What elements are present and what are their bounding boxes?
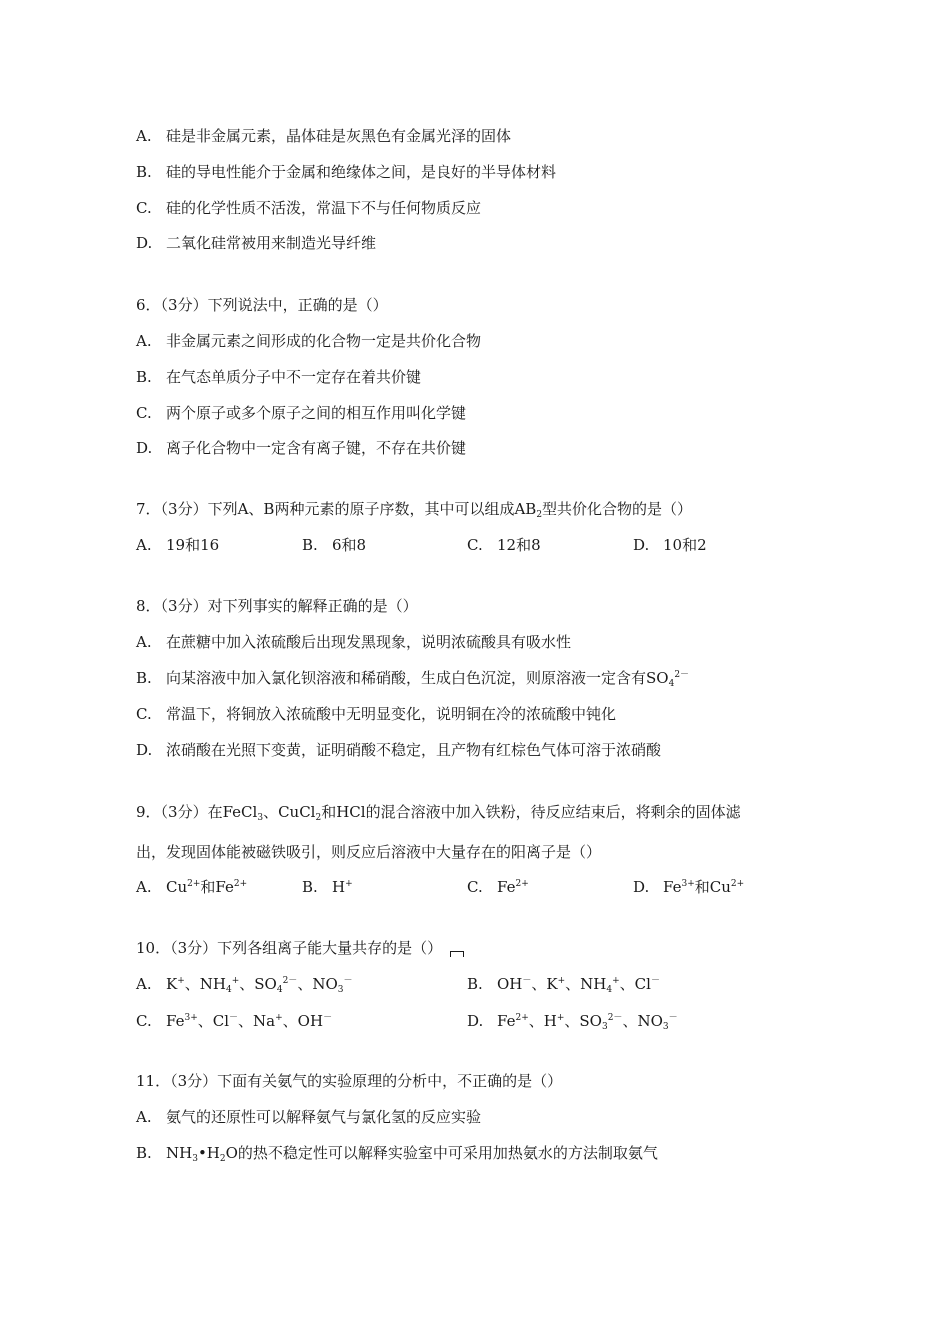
option-text: H: [332, 878, 346, 896]
stem-text: 10．（3分）下列各组离子能大量共存的是（）: [136, 939, 443, 957]
superscript: 2+: [187, 879, 201, 889]
option-text: 19和16: [166, 536, 220, 554]
superscript: －: [343, 976, 353, 986]
option-text: 6和8: [332, 536, 367, 554]
q6-option-b: [136, 367, 421, 387]
option-label: A.: [136, 536, 152, 554]
subscript: 3: [257, 813, 264, 823]
option-text: 、OH: [282, 1012, 324, 1030]
q10-option-d: [467, 1011, 678, 1031]
q6-option-c: [136, 403, 466, 423]
option-text: Fe: [663, 878, 682, 896]
option-text: 硅是非金属元素，晶体硅是灰黑色有金属光泽的固体: [166, 127, 512, 145]
superscript: 2－: [282, 976, 298, 986]
option-text: 、SO: [239, 975, 277, 993]
option-label: A.: [136, 332, 152, 350]
superscript: +: [231, 976, 240, 986]
option-label: A.: [136, 878, 152, 896]
q7-option-c: [467, 535, 541, 555]
superscript: 3+: [681, 879, 695, 889]
option-label: C.: [467, 536, 483, 554]
subscript: 2: [536, 510, 543, 520]
q7-option-a: [136, 535, 219, 555]
option-text: 、Cl: [619, 975, 651, 993]
superscript: +: [612, 976, 620, 986]
subscript: 4: [606, 985, 613, 995]
stem-text: 7．（3分）下列A、B两种元素的原子序数，其中可以组成AB: [136, 500, 537, 518]
option-text: 离子化合物中一定含有离子键，不存在共价键: [166, 439, 467, 457]
superscript: 2－: [674, 670, 690, 680]
stem-text: 、CuCl: [263, 803, 316, 821]
option-text: 在气态单质分子中不一定存在着共价键: [166, 368, 422, 386]
q11-stem: 11．（3分）下面有关氨气的实验原理的分析中，不正确的是（）: [136, 1072, 563, 1090]
q7-stem: [136, 499, 692, 519]
subscript: 3: [662, 1022, 669, 1032]
q8-option-c: [136, 704, 616, 724]
option-text: 两个原子或多个原子之间的相互作用叫化学键: [166, 404, 467, 422]
option-text: 和Fe: [200, 878, 234, 896]
superscript: 2+: [233, 879, 248, 889]
superscript: －: [323, 1013, 333, 1023]
option-text: 非金属元素之间形成的化合物一定是共价化合物: [166, 332, 482, 350]
option-text: OH: [497, 975, 523, 993]
option-label: C.: [136, 705, 152, 723]
option-text: 、H: [528, 1012, 557, 1030]
superscript: +: [177, 976, 185, 986]
option-label: B.: [302, 536, 318, 554]
q8-option-a: [136, 632, 571, 652]
superscript: 2+: [515, 1013, 529, 1023]
option-text: 、K: [531, 975, 558, 993]
option-label: B.: [136, 1144, 152, 1162]
option-text: 在蔗糖中加入浓硫酸后出现发黑现象，说明浓硫酸具有吸水性: [166, 633, 572, 651]
bracket-mark-icon: [450, 951, 464, 957]
option-text: 硅的导电性能介于金属和绝缘体之间，是良好的半导体材料: [166, 163, 557, 181]
q8-stem: 8．（3分）对下列事实的解释正确的是（）: [136, 597, 418, 615]
option-text: 、NH: [565, 975, 607, 993]
option-text: K: [166, 975, 178, 993]
q9-option-a: [136, 877, 247, 897]
q9-option-d: [633, 877, 744, 897]
option-label: A.: [136, 127, 152, 145]
option-label: A.: [136, 975, 152, 993]
option-label: B.: [136, 368, 152, 386]
option-text: 氨气的还原性可以解释氨气与氯化氢的反应实验: [166, 1108, 482, 1126]
q7-option-b: [302, 535, 366, 555]
option-text: 、NH: [184, 975, 226, 993]
option-text: 浓硝酸在光照下变黄，证明硝酸不稳定，且产物有红棕色气体可溶于浓硝酸: [166, 741, 662, 759]
q8-option-b: [136, 668, 689, 688]
option-label: D.: [136, 741, 153, 759]
superscript: －: [522, 976, 532, 986]
stem-text: 9．（3分）在FeCl: [136, 803, 258, 821]
q11-option-b: [136, 1143, 658, 1163]
q6-option-d: [136, 438, 466, 458]
option-text: 硅的化学性质不活泼，常温下不与任何物质反应: [166, 199, 482, 217]
option-text: O的热不稳定性可以解释实验室中可采用加热氨水的方法制取氨气: [225, 1144, 658, 1162]
option-text: Fe: [166, 1012, 185, 1030]
superscript: 2+: [730, 879, 745, 889]
option-label: C.: [136, 1012, 152, 1030]
option-label: B.: [467, 975, 483, 993]
option-text: 10和2: [663, 536, 707, 554]
superscript: +: [345, 879, 353, 889]
option-text: 和Cu: [694, 878, 731, 896]
option-text: NH: [166, 1144, 193, 1162]
option-text: Cu: [166, 878, 188, 896]
q5-option-c: [136, 198, 481, 218]
superscript: +: [557, 976, 566, 986]
q9-option-c: [467, 877, 529, 897]
option-label: D.: [633, 536, 650, 554]
option-text: 、NO: [297, 975, 338, 993]
option-label: B.: [302, 878, 318, 896]
option-label: C.: [467, 878, 483, 896]
q5-option-a: [136, 126, 511, 146]
q5-option-d: [136, 233, 376, 253]
subscript: 3: [192, 1154, 198, 1164]
option-label: C.: [136, 199, 152, 217]
q10-option-c: [136, 1011, 332, 1031]
subscript: 4: [225, 985, 232, 995]
option-label: B.: [136, 669, 152, 687]
superscript: 2－: [607, 1013, 623, 1023]
option-text: Fe: [497, 1012, 516, 1030]
q5-option-b: [136, 162, 556, 182]
option-text: 、Cl: [197, 1012, 230, 1030]
subscript: 4: [276, 985, 283, 995]
subscript: 2: [315, 813, 322, 823]
superscript: －: [668, 1013, 678, 1023]
option-label: A.: [136, 633, 152, 651]
subscript: 4: [668, 679, 675, 689]
option-label: D.: [467, 1012, 484, 1030]
q9-stem-line2: 出，发现固体能被磁铁吸引，则反应后溶液中大量存在的阳离子是（）: [136, 843, 602, 861]
q9-option-b: [302, 877, 353, 897]
option-text: 常温下，将铜放入浓硫酸中无明显变化，说明铜在冷的浓硫酸中钝化: [166, 705, 617, 723]
superscript: 2+: [515, 879, 529, 889]
stem-text: 型共价化合物的是（）: [542, 500, 693, 518]
q6-stem: 6．（3分）下列说法中，正确的是（）: [136, 296, 388, 314]
subscript: 3: [337, 985, 344, 995]
option-text: 向某溶液中加入氯化钡溶液和稀硝酸，生成白色沉淀，则原溶液一定含有SO: [166, 669, 669, 687]
option-label: A.: [136, 1108, 152, 1126]
option-label: D.: [633, 878, 650, 896]
stem-text: 和HCl的混合溶液中加入铁粉，待反应结束后，将剩余的固体滤: [321, 803, 741, 821]
q9-stem-line1: [136, 802, 741, 822]
q8-option-d: [136, 740, 661, 760]
superscript: 3+: [184, 1013, 198, 1023]
option-text: 12和8: [497, 536, 541, 554]
option-text: Fe: [497, 878, 516, 896]
q11-option-a: [136, 1107, 481, 1127]
option-label: D.: [136, 439, 153, 457]
option-text: 二氧化硅常被用来制造光导纤维: [166, 234, 377, 252]
superscript: －: [229, 1013, 239, 1023]
q7-option-d: [633, 535, 707, 555]
option-label: C.: [136, 404, 152, 422]
q10-option-b: [467, 974, 660, 994]
option-text: 、NO: [622, 1012, 663, 1030]
option-text: 、SO: [564, 1012, 602, 1030]
q10-stem: [136, 938, 464, 958]
superscript: +: [275, 1013, 283, 1023]
superscript: －: [650, 976, 660, 986]
superscript: +: [556, 1013, 565, 1023]
q10-option-a: [136, 974, 353, 994]
option-text: •H: [197, 1144, 220, 1162]
subscript: 3: [601, 1022, 608, 1032]
option-label: D.: [136, 234, 153, 252]
option-label: B.: [136, 163, 152, 181]
option-text: 、Na: [238, 1012, 276, 1030]
q6-option-a: [136, 331, 481, 351]
subscript: 2: [219, 1154, 226, 1164]
